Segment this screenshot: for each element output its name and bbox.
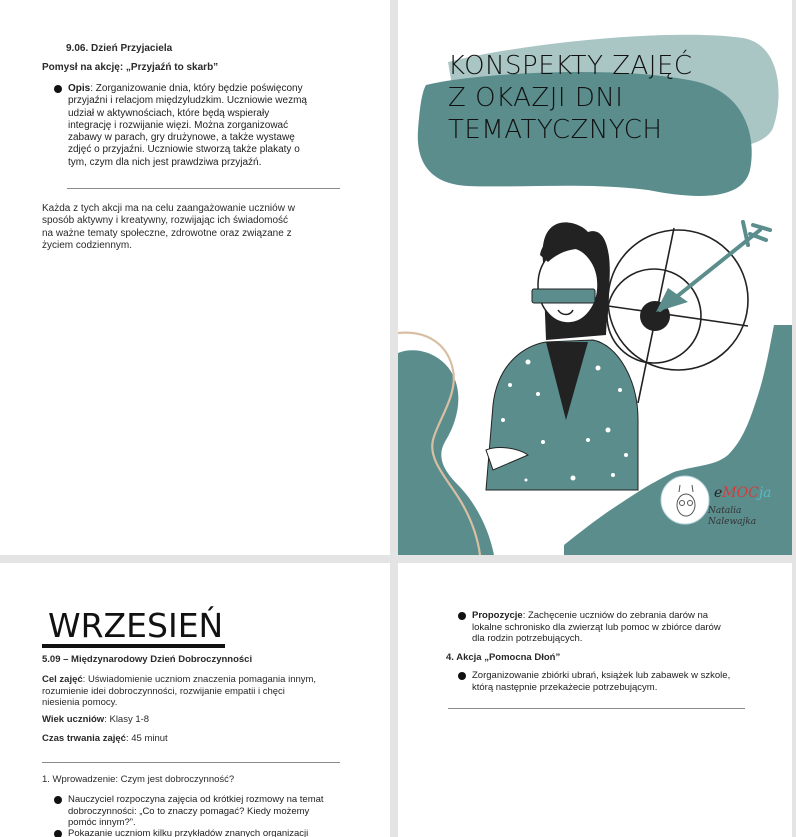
logo-circle: [661, 476, 709, 524]
action-idea: Pomysł na akcję: „Przyjaźń to skarb”: [42, 62, 219, 73]
text-line: : Zorganizowanie dnia, który będzie poświęcony: [90, 83, 303, 94]
text-line: rozumienie idei dobroczynności, rozwijanie empatii i chęci: [42, 685, 285, 697]
text-line: : Uświadomienie uczniom znaczenia pomagania innym,: [82, 674, 317, 685]
bullet-icon: [54, 830, 62, 837]
bullet-icon: [458, 612, 466, 620]
bullet-icon: [54, 796, 62, 804]
age-label: Wiek uczniów: [42, 714, 105, 725]
text-line: na ważne tematy społeczne, zdrowotne oraz związane z: [42, 227, 292, 239]
student-age: [42, 714, 149, 726]
text-line: niesienia pomocy.: [42, 697, 118, 708]
divider: [42, 762, 340, 763]
bullet-intro-conversation: [54, 794, 374, 829]
age-value: : Klasy 1-8: [104, 714, 150, 725]
month-heading: WRZESIEŃ: [42, 608, 225, 648]
signature-line: Natalia: [708, 506, 742, 516]
text-line: sposób aktywny i kreatywny, rozwijając ich świadomość: [42, 215, 289, 227]
text-line: lokalne schronisko dla zwierząt lub pomoc w zbiórce darów: [472, 621, 721, 633]
divider: [448, 708, 745, 709]
emocja-logo: [714, 485, 772, 501]
bullet-proposals: [458, 610, 778, 645]
text-line: zabawy w parach, gry drużynowe, a także wystawę: [68, 132, 295, 144]
text-line: pomóc innym?”.: [68, 817, 136, 828]
lesson-duration: [42, 733, 168, 745]
section-intro-heading: 1. Wprowadzenie: Czym jest dobroczynność?: [42, 774, 235, 785]
text-line: dla rodzin potrzebujących.: [472, 633, 583, 644]
bullet-icon: [54, 85, 62, 93]
time-label: Czas trwania zajęć: [42, 733, 126, 744]
logo-moc: MOC: [722, 485, 759, 501]
bullet-label: Propozycje: [472, 610, 523, 621]
woman-illustration: [486, 222, 638, 490]
divider: [67, 188, 340, 189]
text-line: udział w aktywnościach, które będą wspierały: [68, 107, 270, 119]
bullet-icon: [458, 672, 466, 680]
text-line: Każda z tych akcji ma na celu zaangażowanie uczniów w: [42, 203, 295, 214]
author-signature: [708, 506, 756, 528]
text-line: życiem codziennym.: [42, 239, 133, 251]
bullet-description: [54, 83, 354, 169]
time-value: : 45 minut: [125, 733, 168, 744]
cover-title: [448, 50, 693, 146]
bullet-label: Opis: [68, 83, 91, 94]
title-line: KONSPEKTY ZAJĘĆ: [448, 51, 693, 81]
text-line: : Zachęcenie uczniów do zebrania darów na: [522, 610, 709, 621]
text-line: dobroczynności: „Co to znaczy pomagać? Kiedy możemy: [68, 805, 310, 817]
section-4-heading: 4. Akcja „Pomocna Dłoń”: [446, 652, 561, 663]
bullet-collection: [458, 670, 778, 693]
text-line: którą następnie przekażecie potrzebującym.: [472, 681, 658, 693]
text-line: tym, czym dla nich jest prawdziwa przyjaźń.: [68, 156, 262, 168]
bullet-organizations: [54, 828, 374, 837]
cover-page: [398, 0, 792, 555]
signature-line: Nalewajka: [708, 517, 757, 527]
lesson-goal: [42, 674, 372, 709]
text-line: Zorganizowanie zbiórki ubrań, książek lub zabawek w szkole,: [472, 670, 731, 681]
goal-label: Cel zajęć: [42, 674, 83, 685]
logo-ja: ja: [758, 485, 772, 501]
page-wrzesien: [0, 563, 390, 837]
section-heading: 9.06. Dzień Przyjaciela: [66, 43, 173, 54]
text-line: Nauczyciel rozpoczyna zajęcia od krótkiej rozmowy na temat: [68, 794, 324, 805]
page-pomocna-dlon: [398, 563, 792, 837]
page-dzien-przyjaciela: [0, 0, 390, 555]
text-line: zdjęć o przyjaźni. Uczniowie stworzą także plakaty o: [68, 144, 300, 156]
text-line: Pokazanie uczniom kilku przykładów znanych organizacji: [68, 828, 309, 837]
text-line: przyjaźni i relacjom międzyludzkim. Uczniowie wezmą: [68, 95, 307, 107]
title-line: TEMATYCZNYCH: [448, 115, 663, 145]
title-line: Z OKAZJI DNI: [448, 83, 624, 113]
logo-e: e: [714, 485, 723, 501]
event-subtitle: 5.09 – Międzynarodowy Dzień Dobroczynności: [42, 654, 253, 665]
text-line: integrację i rozwijanie więzi. Można zorganizować: [68, 119, 289, 131]
summary-paragraph: [42, 203, 352, 252]
left-teal-blob: [398, 350, 494, 555]
